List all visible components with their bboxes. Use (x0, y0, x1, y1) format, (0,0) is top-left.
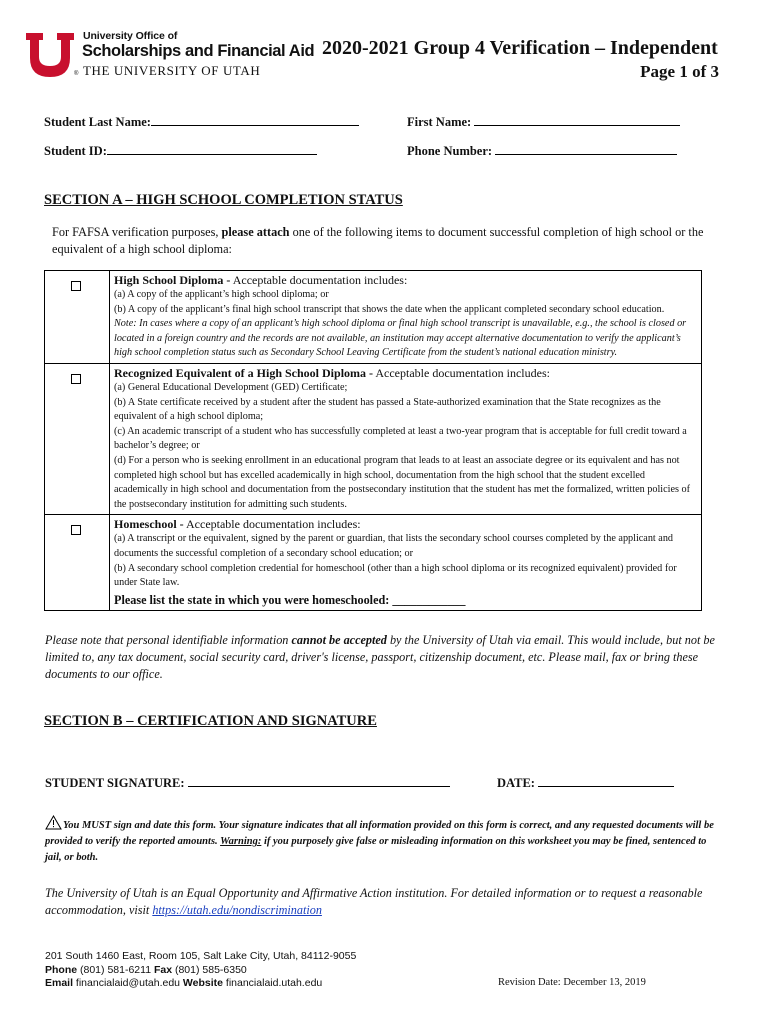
list-item: (c) An academic transcript of a student who has successfully completed at least a two-year program that is acceptable for full credit toward a bachelor’s degree; or (114, 425, 687, 452)
first-name-field (407, 112, 680, 130)
diploma-note: Note: In cases where a copy of an applicant’s high school diploma or final high school transcript is unavailable, e.g., the school is closed or located in a foreign country and the records are not available, an institution may accept alternative documentation to verify the applicant’s high school completion status such as Secondary School Leaving Certificate from the student’s national education ministry. (114, 318, 687, 359)
address-line: 201 South 1460 East, Room 105, Salt Lake City, Utah, 84112-9055 (45, 950, 357, 962)
logo-university-text: THE UNIVERSITY OF UTAH (83, 63, 261, 78)
signature-input[interactable] (188, 773, 450, 787)
list-item: (a) A copy of the applicant’s high school diploma; or (114, 289, 329, 300)
option-title: High School Diploma - (114, 273, 231, 287)
logo-office-text: University Office of (83, 30, 178, 42)
last-name-field (44, 112, 359, 130)
phone-input[interactable] (495, 141, 677, 155)
phone-field (407, 141, 677, 159)
documentation-options-table (44, 270, 702, 611)
revision-date: Revision Date: December 13, 2019 (498, 977, 646, 988)
option-title: Homeschool - (114, 517, 184, 532)
list-item: (b) A State certificate received by a student after the student has passed a State-authorized examination that the State recognizes as the equivalent of a high school diploma; (114, 396, 661, 423)
date-input[interactable] (538, 773, 674, 787)
signature-label: STUDENT SIGNATURE: (45, 776, 185, 790)
section-a-heading: SECTION A – HIGH SCHOOL COMPLETION STATUS (44, 192, 403, 208)
option-row-equivalent: Recognized Equivalent of a High School Diploma - Acceptable documentation includes: (a) General Educational Development (GED) Certificate; (b) A State certificate received by a student after the student has passed a State-authorized examination that the State recognizes as the equivalent of a high school diploma; (c) An academic transcript of a student who has successfully completed at least a two-year program that is acceptable for full credit toward a bachelor’s degree; or (d) For a person who is seeking enrollment in an educational program that leads to at least an associate degree or its equivalent and has not completed high school but has excelled academically in high school, documentation from the high school that the student excelled academically in high school and documentation from the postsecondary institution that the student has met the formalized, written policies of the postsecondary institution for admitting such students. (45, 364, 701, 515)
office-address-block (45, 950, 356, 991)
homeschool-checkbox[interactable] (71, 525, 81, 535)
warning-icon (45, 815, 62, 830)
equivalent-checkbox[interactable] (71, 374, 81, 384)
first-name-label: First Name: (407, 115, 472, 129)
contact-phone-fax: Phone (801) 581-6211 Fax (801) 585-6350 (45, 963, 247, 976)
student-id-input[interactable] (107, 141, 317, 155)
student-id-field (44, 141, 317, 159)
list-item: (b) A copy of the applicant’s final high school transcript that shows the date when the applicant completed secondary school education. (114, 303, 665, 315)
list-item: (a) A transcript or the equivalent, signed by the parent or guardian, that lists the secondary school courses completed by the applicant and documents the successful completion of a secondary school education; or (114, 533, 674, 559)
nondiscrimination-link[interactable]: https://utah.edu/nondiscrimination (152, 903, 322, 917)
homeschool-state-field[interactable]: Please list the state in which you were homeschooled: ____________ (114, 592, 466, 607)
page-number: Page 1 of 3 (640, 62, 719, 81)
first-name-input[interactable] (474, 112, 680, 126)
signature-field (45, 773, 450, 791)
list-item: (a) General Educational Development (GED) Certificate; (114, 381, 348, 393)
option-row-diploma: High School Diploma - Acceptable documentation includes: (a) A copy of the applicant’s high school diploma; or (b) A copy of the applicant’s final high school transcript that shows the date when the applicant completed secondary school education. Note: In cases where a copy of an applicant’s high school diploma or final high school transcript is unavailable, e.g., the school is closed or located in a foreign country and the records are not available, an institution may accept alternative documentation to verify the applicant’s high school completion status such as Secondary School Leaving Certificate from the student’s national education ministry. (45, 271, 701, 364)
section-b-heading: SECTION B – CERTIFICATION AND SIGNATURE (44, 713, 377, 729)
student-id-label: Student ID: (44, 144, 107, 158)
contact-email-web: Email financialaid@utah.edu Website financialaid.utah.edu (45, 977, 323, 989)
list-item: (d) For a person who is seeking enrollment in an educational program that leads to at least an associate degree or its equivalent and has not completed high school but has excelled academically in high school, documentation from the high school that the student excelled academically in high school and documentation from the postsecondary institution that the student has met the formalized, written policies of the postsecondary institution for admitting such students. (114, 454, 691, 510)
form-title: 2020-2021 Group 4 Verification – Independent (322, 37, 718, 59)
pii-notice: Please note that personal identifiable information cannot be accepted by the University of Utah via email. This would include, but not be limited to, any tax document, social security card, driver's license, passport, citizenship document, etc. Please mail, fax or bring these documents to our office. (45, 633, 715, 681)
diploma-checkbox[interactable] (71, 281, 81, 291)
last-name-label: Student Last Name: (44, 115, 151, 129)
eeo-statement: The University of Utah is an Equal Opportunity and Affirmative Action institution. For detailed information or to request a reasonable accommodation, visit https://utah.edu/nondiscrimination (45, 886, 703, 917)
date-label: DATE: (497, 776, 535, 790)
last-name-input[interactable] (151, 112, 359, 126)
university-of-utah-logo-icon (26, 33, 74, 77)
section-a-intro: For FAFSA verification purposes, please attach one of the following items to document successful completion of high school or the equivalent of a high school diploma: (52, 225, 704, 256)
option-title: Recognized Equivalent of a High School Diploma - (114, 365, 374, 380)
list-item: (b) A secondary school completion credential for homeschool (other than a high school diploma or its recognized equivalent) provided for under State law. (114, 562, 677, 589)
registered-mark: ® (74, 71, 79, 77)
option-row-homeschool: Homeschool - Acceptable documentation includes: (a) A transcript or the equivalent, signed by the parent or guardian, that lists the secondary school courses completed by the applicant and documents the successful completion of a secondary school education; or (b) A secondary school completion credential for homeschool (other than a high school diploma or its recognized equivalent) provided for under State law. Please list the state in which you were homeschooled: ____________ (45, 515, 701, 609)
phone-label: Phone Number: (407, 144, 493, 158)
logo-department-text: Scholarships and Financial Aid (82, 42, 315, 60)
date-field (497, 773, 674, 791)
certification-warning: You MUST sign and date this form. Your signature indicates that all information provided on this form is correct, and any requested documents will be provided to verify the reported amounts. Warning: if you purposely give false or misleading information on this worksheet you may be fined, sentenced to jail, or both. (45, 815, 715, 866)
